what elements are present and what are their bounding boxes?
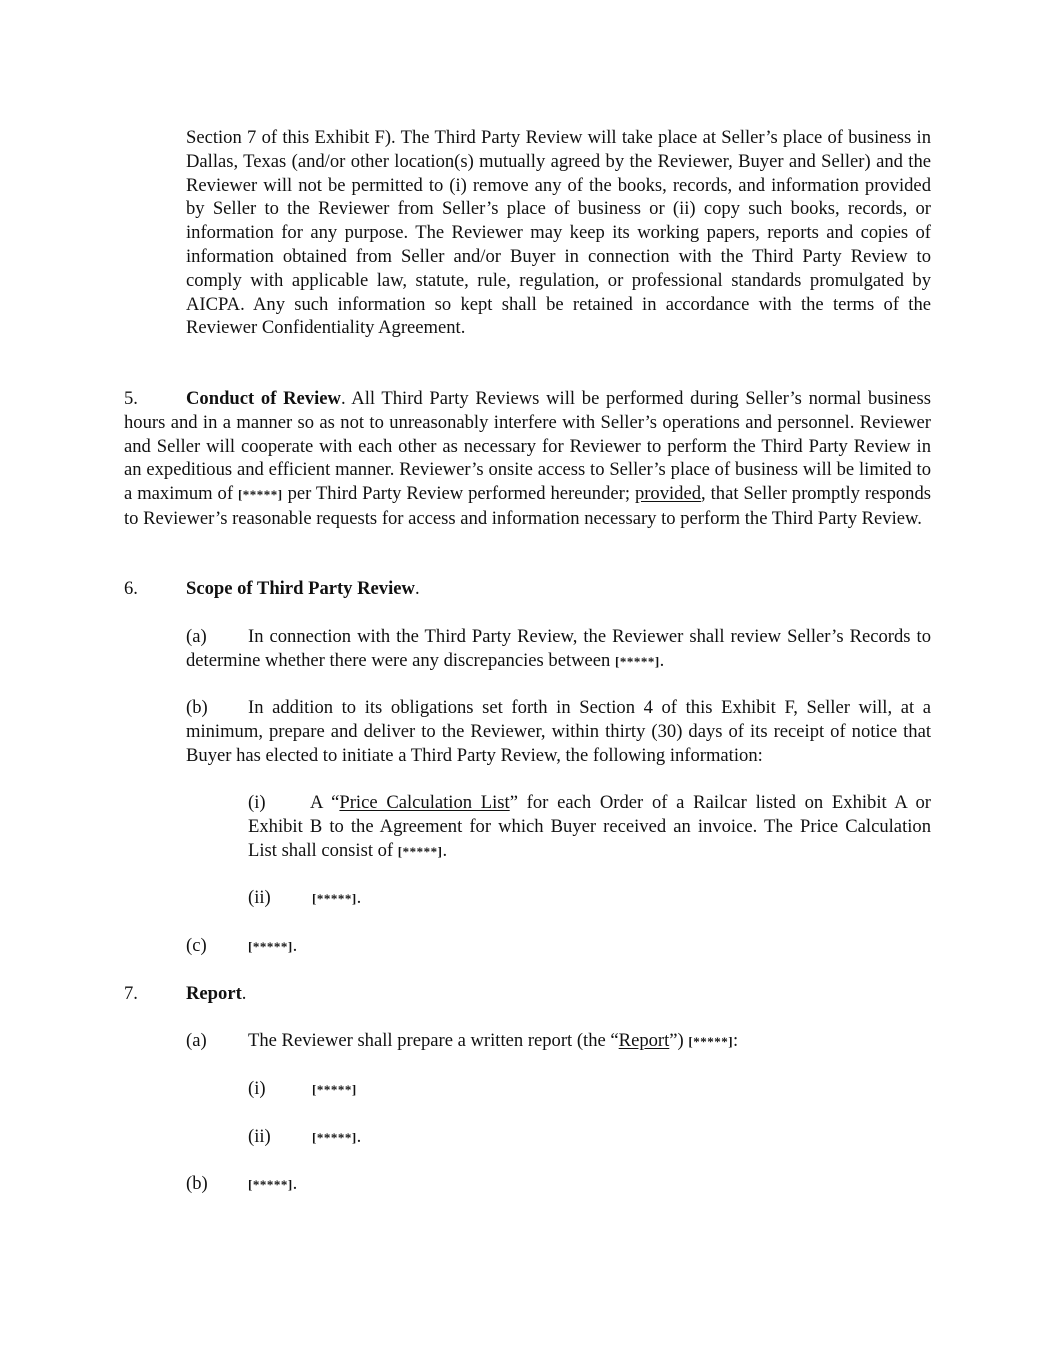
section-7b — [186, 1172, 931, 1197]
section-6b-ii-period: . — [356, 887, 362, 908]
redacted-marker: [*****] — [397, 843, 443, 859]
section-7b-label: (b) — [186, 1173, 208, 1194]
section-5-paragraph — [124, 387, 931, 531]
section-7-heading-period: . — [241, 983, 247, 1004]
section-7a-ii-period: . — [356, 1126, 362, 1147]
report-term: Report — [618, 1030, 670, 1051]
section-6b-i — [248, 791, 931, 863]
provided-term: provided — [634, 483, 702, 505]
section-6b-i-text-2: ” for each Order of a Railcar listed on Exhibit A or Exhibit B to the Agreement for which Buyer received an invoice. The Price Calculation List shall consist of — [248, 792, 931, 861]
section-6-heading: Scope of Third Party Review — [186, 578, 415, 599]
section-6a — [186, 625, 931, 674]
section-7-heading: Report — [186, 983, 242, 1004]
section-6b-ii — [248, 886, 931, 911]
section-6-number: 6. — [124, 578, 138, 599]
section-6b-ii-label: (ii) — [248, 887, 271, 908]
redacted-marker: [*****] — [688, 1034, 734, 1049]
redacted-marker: [*****] — [248, 1177, 293, 1192]
redacted-marker: [*****] — [312, 1082, 357, 1097]
section-6a-period: . — [659, 649, 665, 671]
section-5-heading: Conduct of Review — [186, 388, 341, 409]
section-6a-text: In connection with the Third Party Review, the Reviewer shall review Seller’s Records to determine whether there were any discrepancies between — [186, 626, 931, 671]
section-7a-i — [248, 1077, 931, 1102]
section-7b-period: . — [292, 1173, 298, 1194]
section-5-text-2: per Third Party Review performed hereunder; — [282, 483, 635, 505]
section-7a-label: (a) — [186, 1030, 207, 1051]
section-5 — [124, 387, 931, 531]
section-5-text-3: , that Seller promptly responds to Reviewer’s reasonable requests for access and information necessary to perform the Third Party Review. — [124, 483, 931, 529]
section-6b — [186, 696, 931, 767]
section-7a-text-2: ”) — [669, 1030, 689, 1051]
section-6a-label: (a) — [186, 626, 207, 647]
redacted-marker: [*****] — [248, 939, 293, 954]
section-7a-ii — [248, 1125, 931, 1150]
section-6b-i-period: . — [442, 839, 448, 861]
continuation-paragraph: Section 7 of this Exhibit F). The Third Party Review will take place at Seller’s place of business in Dallas, Texas (and/or other location(s) mutually agreed by the Reviewer, Buyer and Seller) and the Reviewer will not be permitted to (i) remove any of the books, records, and information provided by Seller to the Reviewer from Seller’s place of business or (ii) copy such books, records, or information for any purpose. The Reviewer may keep its working papers, reports and copies of information obtained from Seller and/or Buyer in connection with the Third Party Review to comply with applicable law, statute, rule, regulation, or professional standards promulgated by AICPA. Any such information so kept shall be retained in accordance with the terms of the Reviewer Confidentiality Agreement. — [186, 127, 931, 339]
price-calculation-list-term: Price Calculation List — [339, 792, 510, 813]
section-6-heading-period: . — [414, 578, 420, 599]
redacted-marker: [*****] — [312, 1130, 357, 1145]
section-7-heading-row — [124, 982, 931, 1006]
section-6b-i-label: (i) — [248, 792, 266, 813]
section-7a-ii-label: (ii) — [248, 1126, 271, 1147]
redacted-marker: [*****] — [237, 487, 283, 503]
section-6c — [186, 934, 931, 959]
section-7a-i-label: (i) — [248, 1078, 266, 1099]
section-7a-colon: : — [733, 1030, 739, 1051]
section-6b-text: In addition to its obligations set forth in Section 4 of this Exhibit F, Seller will, at a minimum, prepare and deliver to the Reviewer, within thirty (30) days of its receipt of notice that Buyer has elected to initiate a Third Party Review, the following information: — [186, 697, 931, 766]
section-7a — [186, 1029, 931, 1054]
section-6c-period: . — [292, 935, 298, 956]
section-7a-text: The Reviewer shall prepare a written report (the “ — [248, 1030, 619, 1051]
section-7-number: 7. — [124, 983, 138, 1004]
redacted-marker: [*****] — [615, 653, 660, 669]
section-6-heading-row — [124, 577, 931, 601]
section-6b-label: (b) — [186, 697, 208, 718]
section-5-text: . All Third Party Reviews will be performed during Seller’s normal business hours and in a manner so as not to unreasonably interfere with Seller’s operations and personnel. Reviewer and Seller will cooperate with each other as necessary for Reviewer to perform the Third Party Review in an expeditious and efficient manner. Reviewer’s onsite access to Seller’s place of business will be limited to a maximum of — [124, 388, 931, 505]
section-5-number: 5. — [124, 388, 138, 409]
redacted-marker: [*****] — [312, 891, 357, 906]
section-6b-i-text: A “ — [310, 792, 340, 813]
section-6c-label: (c) — [186, 935, 207, 956]
